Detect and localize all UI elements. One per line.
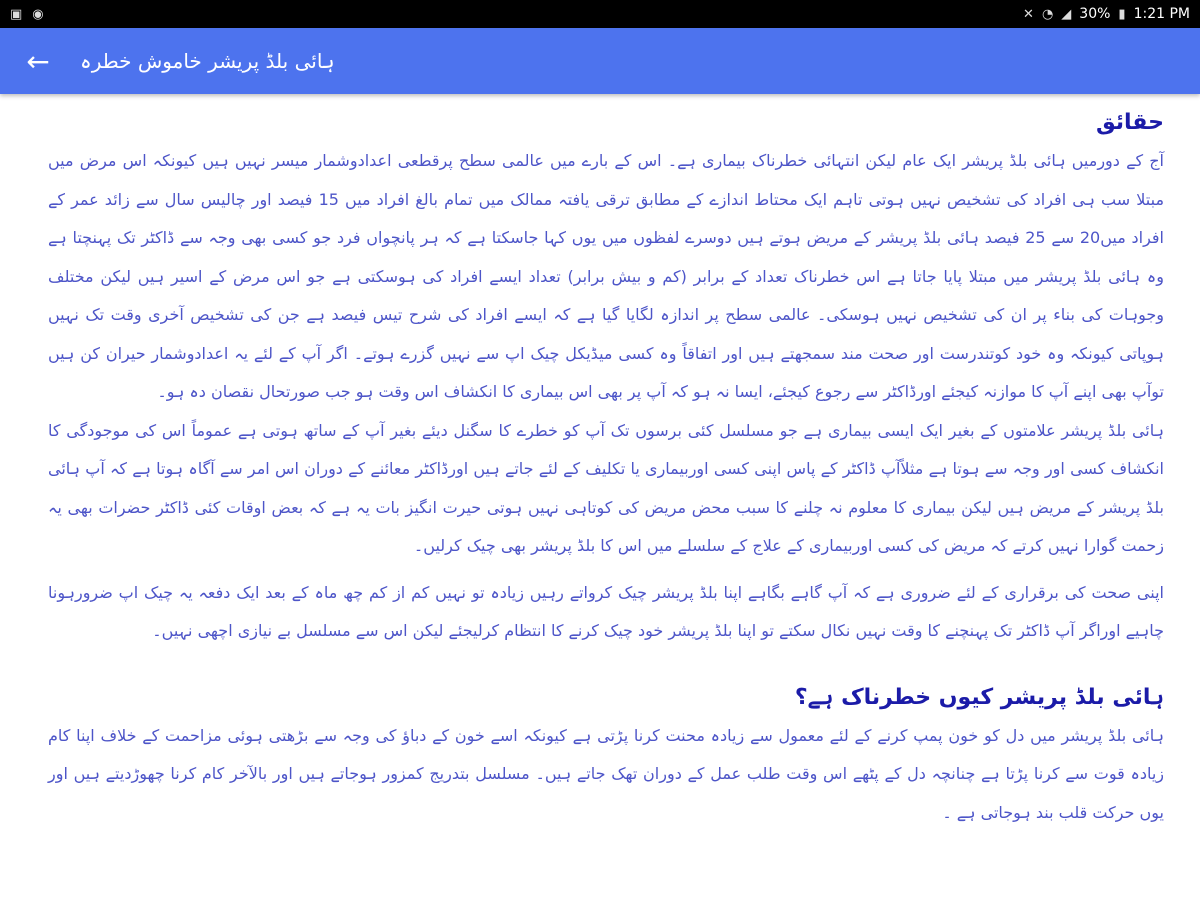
section-heading-facts: حقائق	[1095, 110, 1164, 135]
wifi-icon: ◔	[1041, 6, 1054, 22]
arrow-back-icon: ←	[26, 44, 50, 78]
signal-icon: ◢	[1061, 6, 1072, 22]
battery-percent: 30%	[1079, 6, 1111, 22]
battery-icon: ▮	[1118, 6, 1126, 22]
article-paragraph: اپنی صحت کی برقراری کے لئے ضروری ہے کہ آپ گاہے بگاہے اپنا بلڈ پریشر چیک کرواتے رہیں زیادہ تو نہیں کم از کم چھ ماہ کے بعد ایک دفعہ یہ چیک اپ ضرورہونا چاہیے اوراگر آپ ڈاکٹر تک پہنچنے کا وقت نہیں نکال سکتے تو اپنا بلڈ پریشر خود چیک کرنے کا انتظام کرلیجئے لیکن اس سے مسلسل بے نیازی اچھی نہیں۔	[48, 582, 1164, 640]
article-paragraph: ہائی بلڈ پریشر میں دل کو خون پمپ کرنے کے لئے معمول سے زیادہ محنت کرنا پڑتی ہے کیونکہ اسے خون کے دباؤ کی وجہ سے بڑھتی ہوئی مزاحمت کے خلاف اپنا کام زیادہ قوت سے کرنا پڑتا ہے چنانچہ دل کے پٹھے اس وقت طلب عمل کے دوران تھک جاتے ہیں۔ مسلسل بتدریج کمزور ہوجاتے ہیں اور بالآخر کام کرنا چھوڑدیتے ہیں اور یوں حرکت قلب بند ہوجاتی ہے ۔	[48, 725, 1164, 822]
paragraph-spacer	[48, 566, 1164, 574]
article-paragraph: ہائی بلڈ پریشر علامتوں کے بغیر ایک ایسی بیماری ہے جو مسلسل کئی برسوں تک آپ کو خطرے کا سگنل دیئے بغیر آپ کے ساتھ ہوتی ہے عموماً اس کی موجودگی کا انکشاف کسی اور وجہ سے ہوتا ہے مثلاًآپ ڈاکٹر کے پاس اپنی کسی اوربیماری یا تکلیف کے لئے جاتے ہیں اورڈاکٹر معائنے کے دوران اس امر سے آگاہ ہوتا ہے کہ آپ ہائی بلڈ پریشر کے مریض ہیں لیکن بیماری کا معلوم نہ چلنے کا سبب محض مریض کی کوتاہی نہیں ہوتی حیرت انگیز بات یہ ہے کہ بعض اوقات کئی ڈاکٹر حضرات بھی یہ زحمت گوارا نہیں کرتے کہ مریض کی کسی اوربیماری کے علاج کے سلسلے میں اس کا بلڈ پریشر بھی چیک کرلیں۔	[48, 420, 1164, 555]
gallery-icon: ▣	[10, 6, 23, 22]
app-bar	[0, 28, 1200, 94]
mute-icon: ✕	[1023, 6, 1034, 22]
page-title: ہائی بلڈ پریشر خاموش خطرہ	[80, 49, 335, 73]
status-left-icons	[10, 7, 44, 22]
section-heading-why-dangerous: ہائی بلڈ پریشر کیوں خطرناک ہے؟	[794, 684, 1164, 710]
article-content[interactable]	[0, 94, 1200, 900]
notification-dot-icon: ◉	[32, 6, 44, 22]
status-right-group	[1023, 6, 1190, 22]
back-button[interactable]	[0, 28, 76, 94]
status-bar	[0, 0, 1200, 28]
article-paragraph: آج کے دورمیں ہائی بلڈ پریشر ایک عام لیکن انتہائی خطرناک بیماری ہے۔ اس کے بارے میں عالمی سطح پرقطعی اعدادوشمار میسر نہیں ہیں کیونکہ اس مرض میں مبتلا سب ہی افراد کی تشخیص نہیں ہوتی تاہم ایک محتاط اندازے کے مطابق ترقی یافتہ ممالک میں تمام بالغ افراد میں 15 فیصد اور چالیس سال سے زائد عمر کے افراد میں20 سے 25 فیصد ہائی بلڈ پریشر کے مریض ہوتے ہیں دوسرے لفظوں میں یوں کہا جاسکتا ہے کہ ہر پانچواں فرد جو کسی بھی وجہ سے ڈاکٹر تک پہنچتا ہے وہ ہائی بلڈ پریشر میں مبتلا پایا جاتا ہے اس خطرناک تعداد کے برابر (کم و بیش برابر) تعداد ایسے افراد کی ہوسکتی ہے جو اس مرض کے اسیر ہیں لیکن مختلف وجوہات کی بناء پر ان کی تشخیص نہیں ہوسکی۔ عالمی سطح پر اندازہ لگایا گیا ہے کہ ایسے افراد کی شرح تیس فیصد ہے جن کی تشخیص آخری وقت تک نہیں ہوپاتی کیونکہ وہ خود کوتندرست اور صحت مند سمجھتے ہیں اور اتفاقاً وہ کسی میڈیکل چیک اپ سے نہیں گزرے ہوتے۔ اگر آپ کے لئے یہ اعدادوشمار حیران کن ہیں توآپ بھی اپنے آپ کا موازنہ کیجئے اورڈاکٹر سے رجوع کیجئے، ایسا نہ ہو کہ آپ پر بھی اس بیماری کا انکشاف اس وقت ہو جب صورتحال نقصان دہ ہو۔	[48, 151, 1165, 401]
status-time: 1:21 PM	[1133, 6, 1190, 22]
section-spacer	[48, 651, 1164, 675]
